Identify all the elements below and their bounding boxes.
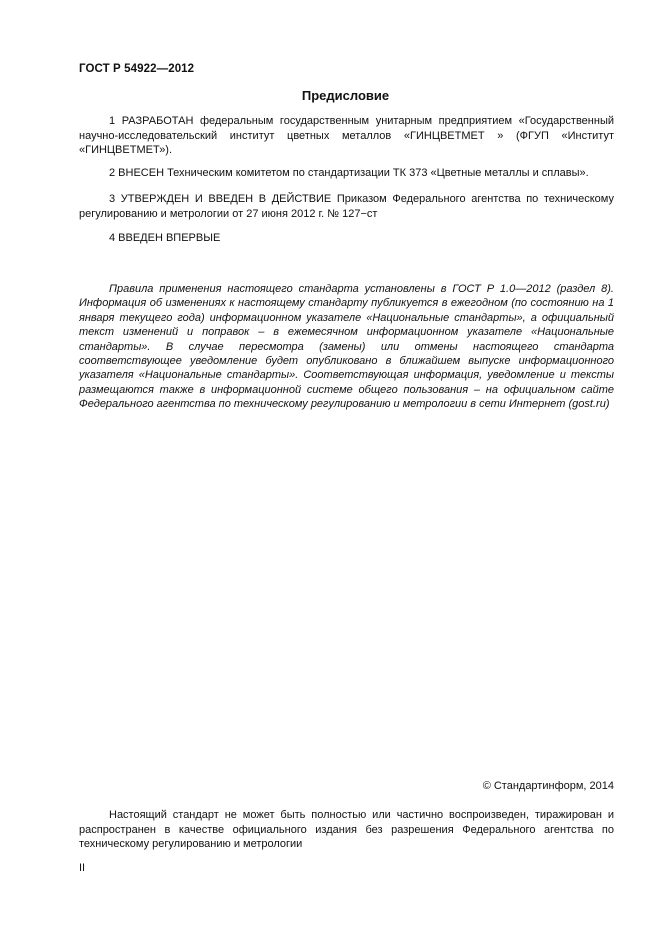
foreword-paragraph-1: 1 РАЗРАБОТАН федеральным государственным унитарным предприятием «Государственный научно-исследовательский институт цветных металлов «ГИНЦВЕТМЕТ » (ФГУП «Институт «ГИНЦВЕТМЕТ»). — [79, 115, 614, 156]
copyright-line: © Стандартинформ, 2014 — [482, 780, 614, 792]
page-title: Предисловие — [301, 88, 390, 103]
standard-code-header: ГОСТ Р 54922—2012 — [79, 63, 195, 75]
application-rules-notice: Правила применения настоящего стандарта установлены в ГОСТ Р 1.0—2012 (раздел 8). Информация об изменениях к настоящему стандарту публикуется в ежегодном (по состоянию на 1 января текущего года) информационном указателе «Национальные стандарты», а официальный текст изменений и поправок – в ежемесячном информационном указателе «Национальные стандарты». В случае пересмотра (замены) или отмены настоящего стандарта соответствующее уведомление будет опубликовано в ближайшем выпуске информационного указателя «Национальные стандарты». Соответствующая информация, уведомление и тексты размещаются также в информационной системе общего пользования – на официальном сайте Федерального агентства по техническому регулированию и метрологии в сети Интернет (gost.ru) — [79, 283, 614, 411]
foreword-paragraph-2: 2 ВНЕСЕН Техническим комитетом по стандартизации ТК 373 «Цветные металлы и сплавы». — [109, 167, 589, 179]
page-number: II — [79, 862, 86, 874]
foreword-paragraph-4: 4 ВВЕДЕН ВПЕРВЫЕ — [109, 232, 221, 244]
reproduction-notice: Настоящий стандарт не может быть полностью или частично воспроизведен, тиражирован и распространен в качестве официального издания без разрешения Федерального агентства по техническому регулированию и метрологии — [79, 809, 614, 850]
foreword-paragraph-3: 3 УТВЕРЖДЕН И ВВЕДЕН В ДЕЙСТВИЕ Приказом Федерального агентства по техническому регулированию и метрологии от 27 июня 2012 г. № 127−ст — [79, 193, 614, 220]
